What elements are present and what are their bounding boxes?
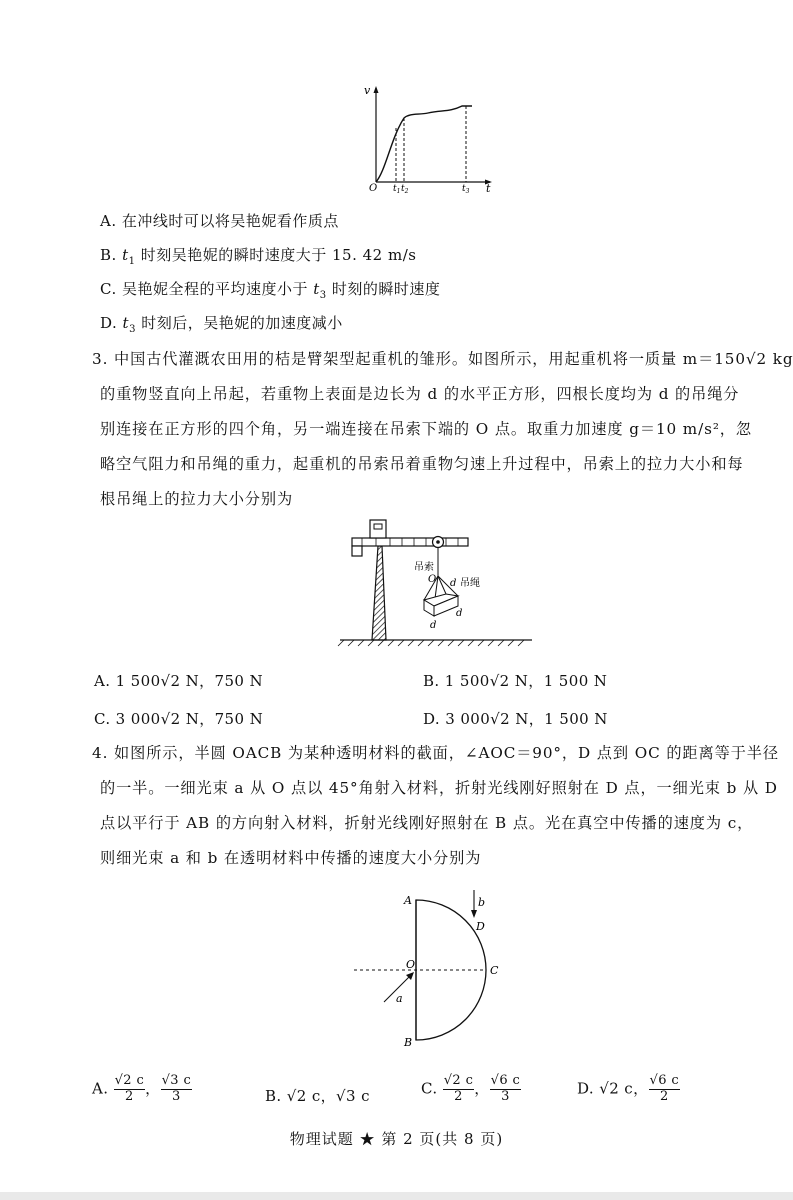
q3-option-a[interactable]: A. 1 500√2 N，750 N [94,672,264,690]
crane-cab-window [374,524,382,529]
label-B: B [404,1036,413,1049]
q2-option-b[interactable] [100,244,416,267]
q4-option-b-text: √2 c，√3 c [286,1087,370,1105]
q4-option-c-num1: √2 c [443,1073,474,1088]
q2-option-d[interactable] [100,312,343,335]
q4-option-a-num2: √3 c [161,1073,192,1088]
q4-option-c-den1: 2 [454,1088,463,1104]
q4-option-c[interactable] [421,1074,521,1105]
q4-stem-line2: 的一半。一细光束 a 从 O 点以 45°角射入材料，折射光线刚好照射在 D 点，一细光束 b 从 D [100,779,778,797]
q2-option-d-text: 时刻后，吴艳妮的加速度减小 [135,314,343,332]
crane-tower [372,546,386,640]
label-b: b [478,896,486,909]
trolley-pulley-center [436,540,440,544]
q4-option-d-num: √6 c [649,1073,680,1088]
q4-option-d[interactable] [577,1074,680,1105]
q3-stem-line1: 3. 中国古代灌溉农田用的桔是臂架型起重机的雏形。如图所示，用起重机将一质量 m＝150√2 kg [92,350,793,368]
q3-option-b[interactable]: B. 1 500√2 N，1 500 N [423,672,608,690]
q3-stem-line2: 的重物竖直向上吊起，若重物上表面是边长为 d 的水平正方形，四根长度均为 d 的吊绳分 [100,385,740,403]
q4-option-d-den: 2 [659,1088,669,1104]
q4-option-c-frac1 [443,1074,475,1105]
q2-option-b-prefix: B. [100,246,123,264]
q2-option-c-text: 时刻的瞬时速度 [326,280,441,298]
crane-figure [336,512,536,652]
ray-b-arrow [471,910,477,918]
q4-option-d-text: √2 c， [599,1079,649,1098]
q4-option-a-frac1 [114,1074,146,1105]
graph-t2-label: $t_2$ [401,184,409,194]
q3-stem-line3: 别连接在正方形的四个角，另一端连接在吊索下端的 O 点。取重力加速度 g＝10 m/s²，忽 [100,420,752,438]
q4-option-d-label: D. [577,1079,595,1098]
q2-option-b-sub: 1 [128,256,136,267]
q3-stem-line5: 根吊绳上的拉力大小分别为 [100,490,294,508]
label-d-rope: d [450,578,457,589]
q2-option-c[interactable] [100,278,440,301]
graph-x-label: t [486,182,491,194]
q4-option-c-frac2 [490,1074,522,1105]
graph-t3-label: $t_3$ [462,184,470,194]
semicircle-figure [352,884,522,1050]
q4-option-a-frac2 [161,1074,193,1105]
q4-stem-line1: 4. 如图所示，半圆 OACB 为某种透明材料的截面，∠AOC＝90°，D 点到 OC 的距离等于半径 [92,744,779,762]
page-bottom-edge [0,1192,793,1200]
q2-option-c-sub: 3 [319,290,327,301]
graph-y-label: v [364,84,371,97]
q4-option-b-label: B. [265,1087,282,1105]
q4-option-c-sep: ， [474,1079,490,1098]
velocity-curve [376,106,472,182]
q4-option-c-label: C. [421,1079,438,1098]
label-O: O [428,574,437,585]
label-O: O [406,958,416,971]
q4-option-a-sep: ， [145,1079,161,1098]
label-rope: 吊绳 [460,578,480,589]
sling-rope-back [438,576,446,594]
q4-option-c-num2: √6 c [490,1073,521,1088]
q4-option-d-frac [649,1074,681,1105]
label-d-bottom: d [430,620,437,631]
q4-option-c-den2: 3 [501,1088,510,1104]
label-A: A [404,894,412,907]
label-C: C [490,964,499,977]
q4-option-b[interactable] [265,1085,370,1106]
q2-option-d-t: t [122,314,130,332]
q2-option-d-sub: 3 [129,324,136,335]
q2-option-c-t: t [313,280,320,298]
q3-option-d[interactable]: D. 3 000√2 N，1 500 N [423,710,608,728]
q4-stem-line3: 点以平行于 AB 的方向射入材料，折射光线刚好照射在 B 点。光在真空中传播的速度为 c， [100,814,754,832]
q4-option-a-den1: 2 [125,1088,134,1104]
q2-option-a[interactable]: A. 在冲线时可以将吴艳妮看作质点 [100,212,339,230]
graph-origin-label: O [369,183,378,194]
label-cable: 吊索 [414,562,434,573]
ground-hatch [338,640,524,646]
velocity-time-graph [358,84,498,194]
graph-y-arrow [374,86,379,93]
q4-option-a-label: A. [92,1079,109,1098]
q4-option-a-den2: 3 [172,1088,181,1104]
label-D: D [476,920,485,933]
q4-option-a[interactable] [92,1074,192,1105]
graph-t1-label: $t_1$ [393,184,401,194]
crane-jib [352,538,468,546]
q2-option-d-prefix: D. [100,314,123,332]
q3-stem-line4: 略空气阻力和吊绳的重力，起重机的吊索吊着重物匀速上升过程中，吊索上的拉力大小和每 [100,455,744,473]
label-a: a [396,992,403,1005]
q4-stem-line4: 则细光束 a 和 b 在透明材料中传播的速度大小分别为 [100,849,482,867]
q2-option-c-prefix: C. 吴艳妮全程的平均速度小于 [100,280,314,298]
counterweight [352,546,362,556]
label-d-side: d [456,608,463,619]
q2-option-b-text: 时刻吴艳妮的瞬时速度大于 15. 42 m/s [135,246,417,264]
page-footer: 物理试题 ★ 第 2 页(共 8 页) [289,1130,504,1148]
q3-option-c[interactable]: C. 3 000√2 N，750 N [94,710,264,728]
q4-option-a-num1: √2 c [114,1073,145,1088]
q2-option-b-t: t [122,246,129,264]
